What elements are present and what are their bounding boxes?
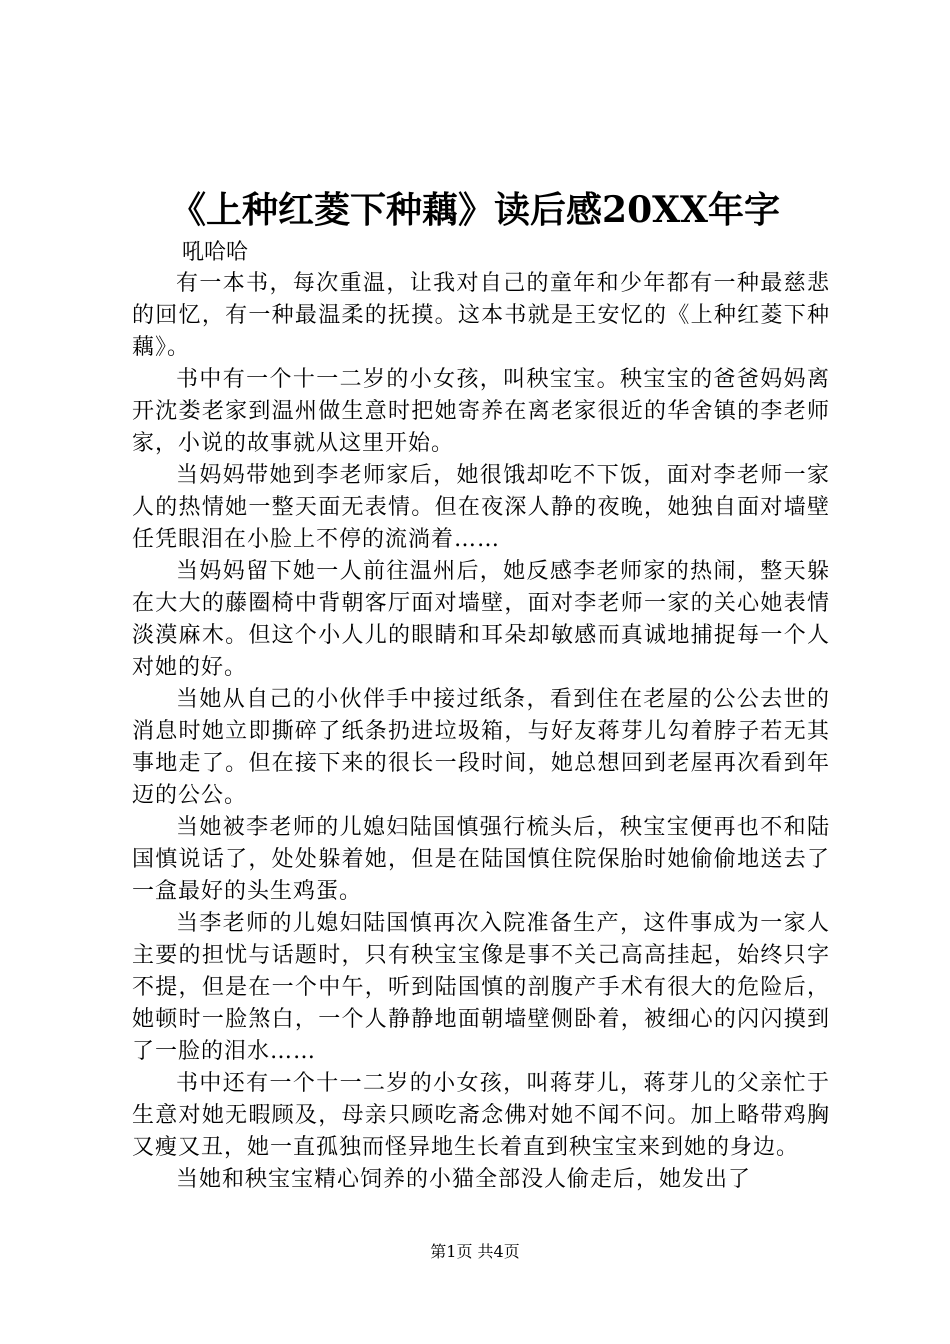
paragraph-2: 书中有一个十一二岁的小女孩，叫秧宝宝。秧宝宝的爸爸妈妈离开沈娄老家到温州做生意时把她寄养在离老家很近的华舍镇的李老师家，小说的故事就从这里开始。 xyxy=(132,367,830,456)
paragraph-4: 当妈妈留下她一人前往温州后，她反感李老师家的热闹，整天躲在大大的藤圈椅中背朝客厅面对墙壁，面对李老师一家的关心她表情淡漠麻木。但这个小人儿的眼睛和耳朵却敏感而真诚地捕捉每一个人对她的好。 xyxy=(132,559,830,680)
page-number-footer: 第1页 共4页 xyxy=(430,1242,520,1261)
paragraph-3: 当妈妈带她到李老师家后，她很饿却吃不下饭，面对李老师一家人的热情她一整天面无表情。但在夜深人静的夜晚，她独自面对墙壁任凭眼泪在小脸上不停的流淌着…… xyxy=(132,463,830,552)
paragraph-6: 当她被李老师的儿媳妇陆国慎强行梳头后，秧宝宝便再也不和陆国慎说话了，处处躲着她，但是在陆国慎住院保胎时她偷偷地送去了一盒最好的头生鸡蛋。 xyxy=(132,815,830,904)
page-title: 《上种红菱下种藕》读后感20XX年字 xyxy=(170,189,780,231)
paragraph-7: 当李老师的儿媳妇陆国慎再次入院准备生产，这件事成为一家人主要的担忧与话题时，只有秧宝宝像是事不关己高高挂起，始终只字不提，但是在一个中午，听到陆国慎的剖腹产手术有很大的危险后，她顿时一脸煞白，一个人静静地面朝墙壁侧卧着，被细心的闪闪摸到了一脸的泪水…… xyxy=(132,911,830,1064)
paragraph-8: 书中还有一个十一二岁的小女孩，叫蒋芽儿，蒋芽儿的父亲忙于生意对她无暇顾及，母亲只顾吃斋念佛对她不闻不问。加上略带鸡胸又瘦又丑，她一直孤独而怪异地生长着直到秧宝宝来到她的身边。 xyxy=(132,1071,830,1160)
paragraph-5: 当她从自己的小伙伴手中接过纸条，看到住在老屋的公公去世的消息时她立即撕碎了纸条扔进垃圾箱，与好友蒋芽儿勾着脖子若无其事地走了。但在接下来的很长一段时间，她总想回到老屋再次看到年迈的公公。 xyxy=(132,687,830,808)
author-name: 吼哈哈 xyxy=(182,240,249,265)
article-body xyxy=(132,268,830,1196)
paragraph-1: 有一本书，每次重温，让我对自己的童年和少年都有一种最慈悲的回忆，有一种最温柔的抚摸。这本书就是王安忆的《上种红菱下种藕》。 xyxy=(132,271,830,360)
paragraph-9: 当她和秧宝宝精心饲养的小猫全部没人偷走后，她发出了 xyxy=(176,1167,752,1192)
